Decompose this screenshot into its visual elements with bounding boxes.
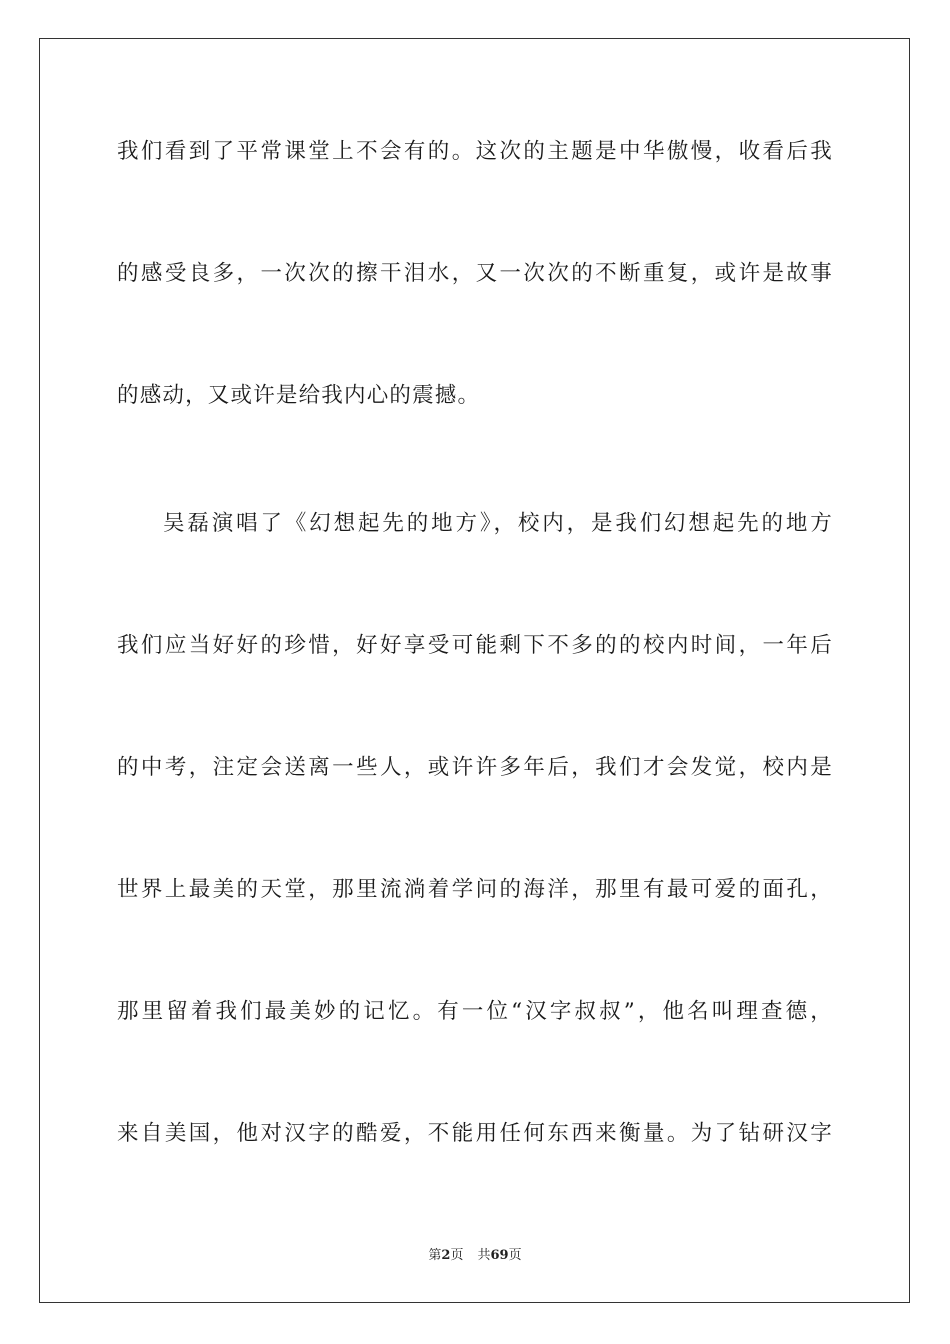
body-text-line-6: 的中考，注定会送离一些人，或许许多年后，我们才会发觉，校内是 bbox=[117, 755, 833, 780]
body-text-line-9: 来自美国，他对汉字的酷爱，不能用任何东西来衡量。为了钻研汉字 bbox=[117, 1121, 833, 1146]
body-text-line-7: 世界上最美的天堂，那里流淌着学问的海洋，那里有最可爱的面孔， bbox=[117, 877, 833, 902]
total-pages-suffix: 页 bbox=[508, 1248, 522, 1263]
total-pages-prefix: 共 bbox=[477, 1248, 491, 1263]
body-text-line-4: 吴磊演唱了《幻想起先的地方》，校内，是我们幻想起先的地方 bbox=[163, 511, 833, 536]
page-frame bbox=[39, 38, 910, 1303]
page-number: 2 bbox=[441, 1248, 451, 1263]
body-text-line-3: 的感动，又或许是给我内心的震撼。 bbox=[117, 383, 481, 408]
body-text-line-1: 我们看到了平常课堂上不会有的。这次的主题是中华傲慢，收看后我 bbox=[117, 139, 833, 164]
body-text-line-5: 我们应当好好的珍惜，好好享受可能剩下不多的的校内时间，一年后 bbox=[117, 633, 833, 658]
page-number-suffix: 页 bbox=[450, 1248, 464, 1263]
page-number-prefix: 第 bbox=[428, 1248, 442, 1263]
total-pages: 69 bbox=[490, 1248, 509, 1263]
page-footer bbox=[0, 1247, 950, 1265]
body-text-line-2: 的感受良多，一次次的擦干泪水，又一次次的不断重复，或许是故事 bbox=[117, 261, 833, 286]
body-text-line-8: 那里留着我们最美妙的记忆。有一位“汉字叔叔”，他名叫理查德， bbox=[117, 999, 833, 1024]
